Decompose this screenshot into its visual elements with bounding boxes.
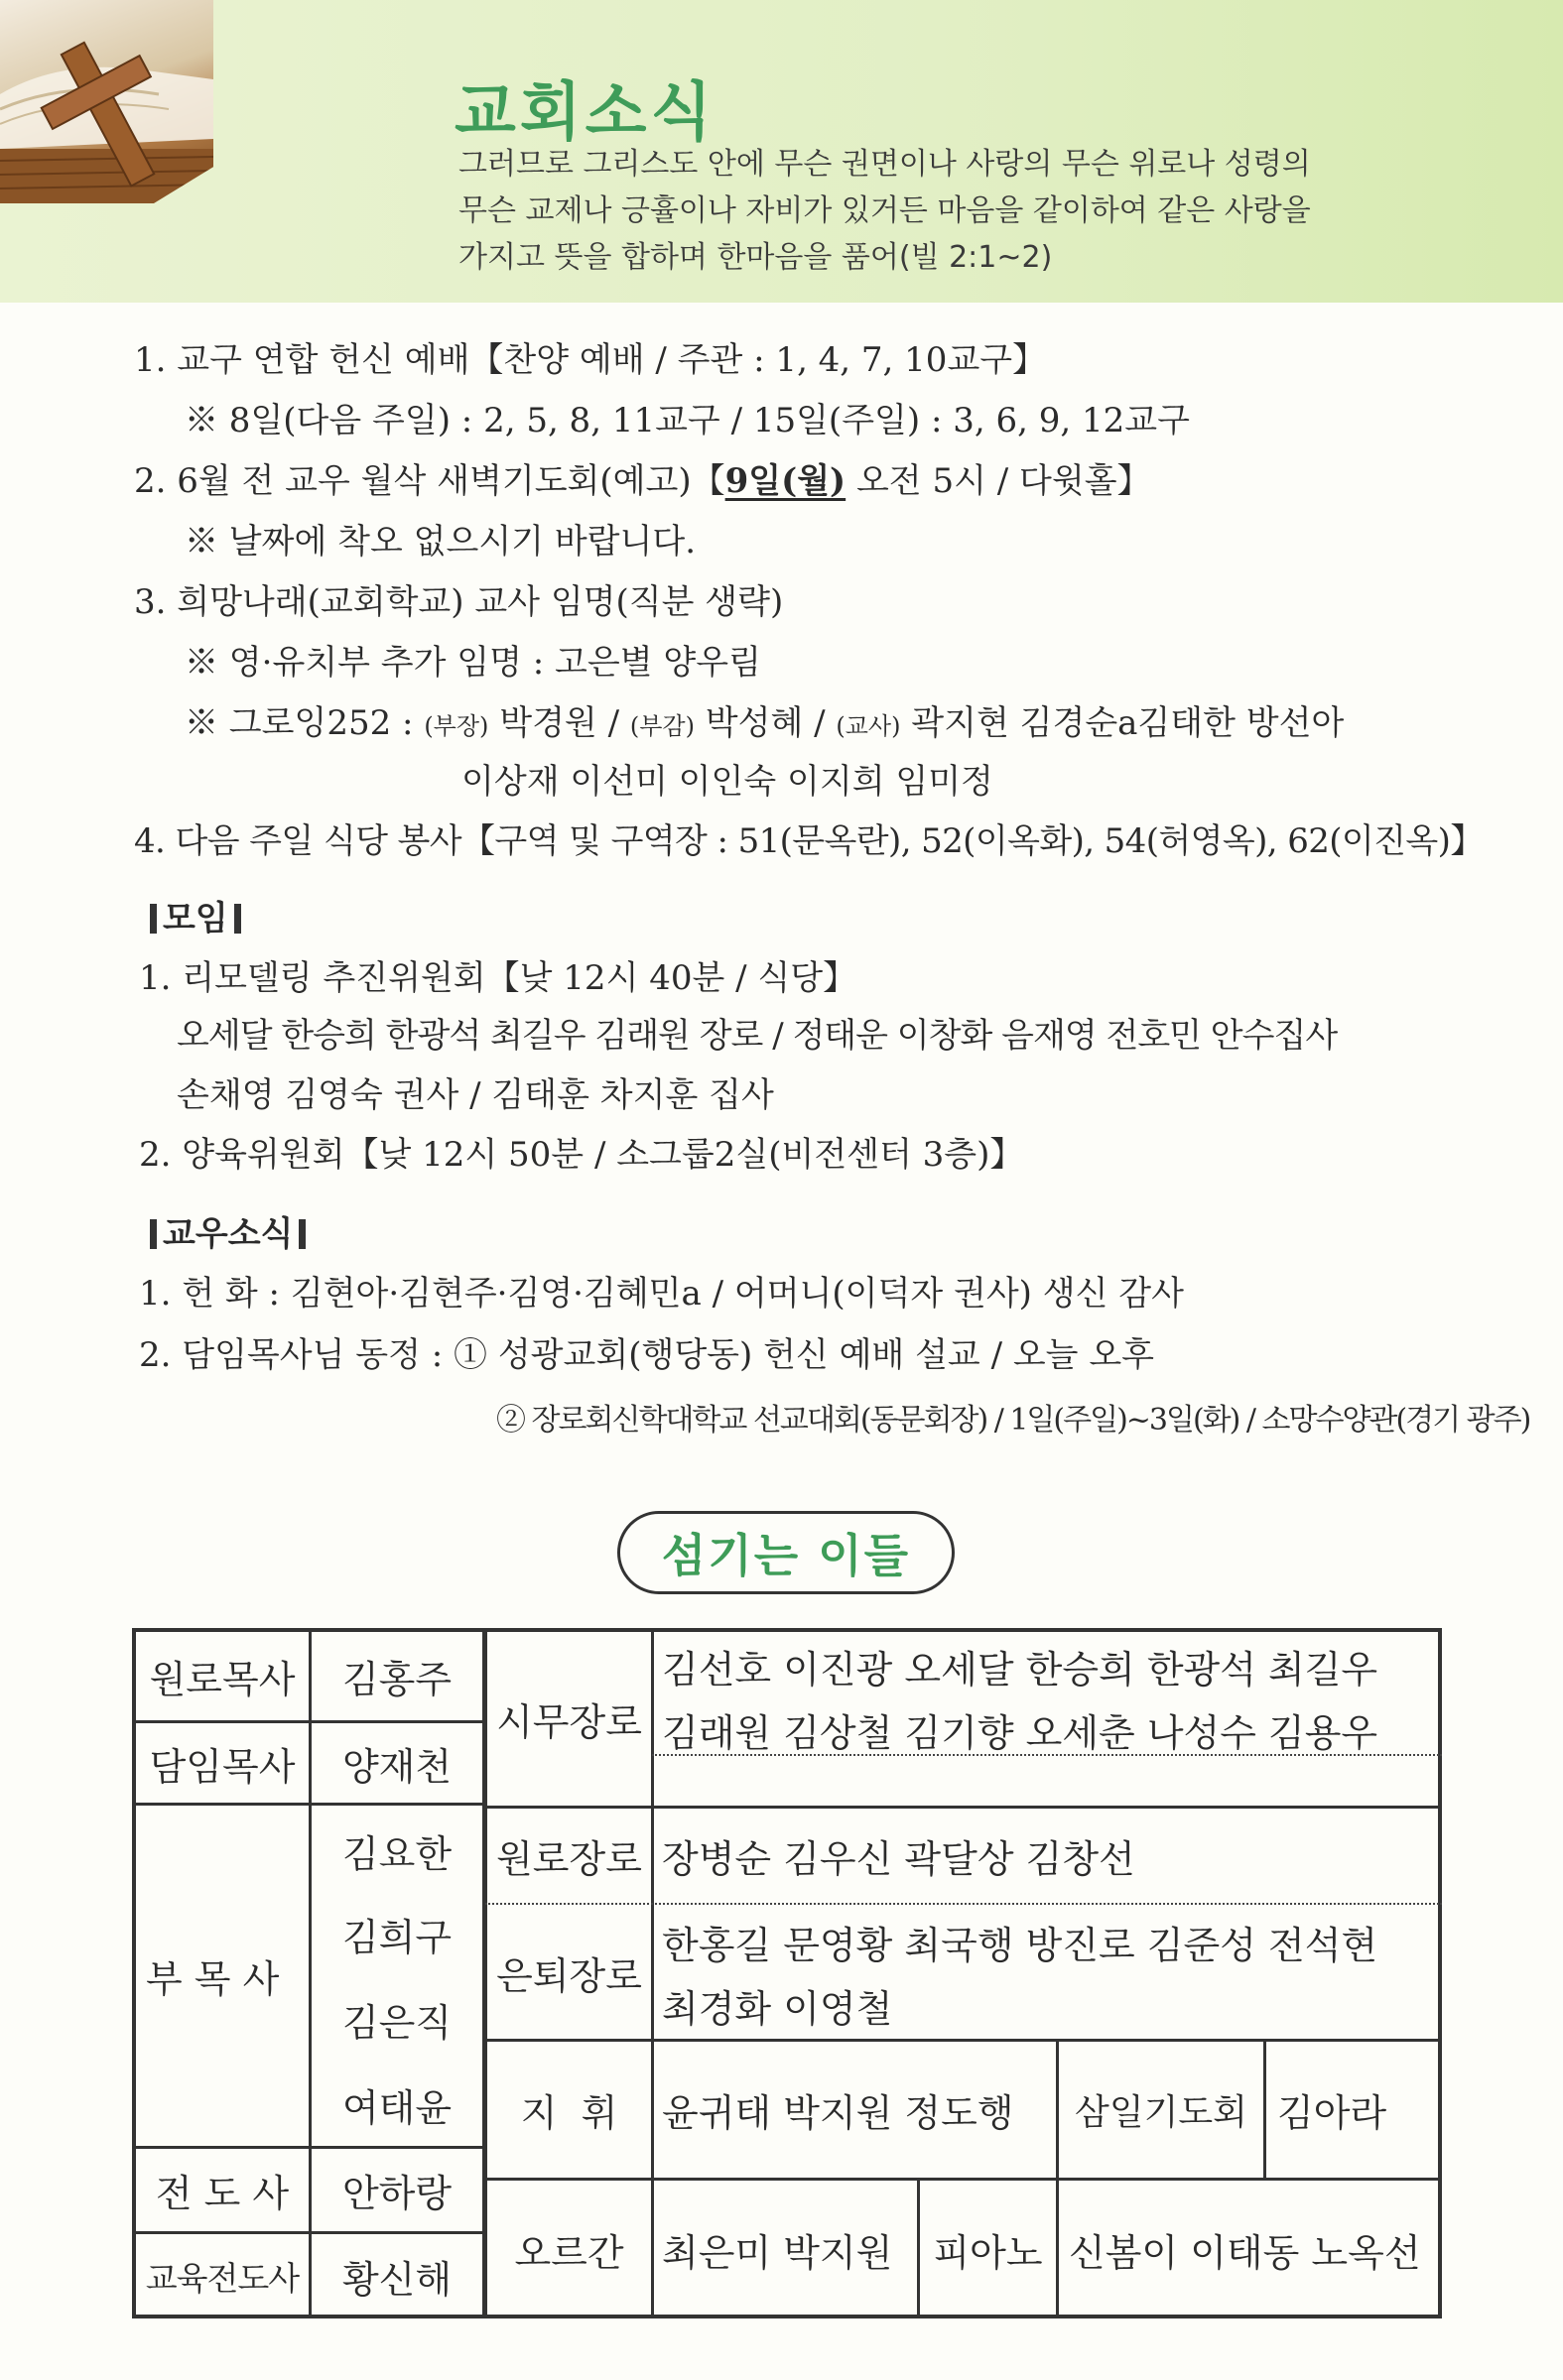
verse-line: 가지고 뜻을 합하며 한마음을 품어(빌 2:1~2)	[458, 240, 1053, 275]
members-news-item-2: 2. 담임목사님 동정 : ① 성광교회(행당동) 헌신 예배 설교 / 오늘 오후	[139, 1335, 1155, 1375]
news-item-3-note-1: ※ 영·유치부 추가 임명 : 고은별 양우림	[185, 643, 761, 683]
pianist-names: 신봄이 이태동 노옥선	[1069, 2231, 1421, 2275]
members-news-item-1: 1. 헌 화 : 김현아·김현주·김영·김혜민a / 어머니(이덕자 권사) 생신 감사	[139, 1274, 1184, 1314]
active-elders-row: 김래원 김상철 김기향 오세춘 나성수 김용우	[662, 1711, 1378, 1755]
news-item-4: 4. 다음 주일 식당 봉사【구역 및 구역장 : 51(문옥란), 52(이옥화), 54(허영옥), 62(이진옥)】	[134, 821, 1484, 861]
role-teacher: (교사)	[836, 712, 901, 740]
active-elders-row: 김선호 이진광 오세달 한승희 한광석 최길우	[662, 1648, 1378, 1691]
conductor-names: 윤귀태 박지원 정도행	[662, 2091, 1014, 2135]
senior-pastor-name: 양재천	[341, 1744, 453, 1789]
label-retired-elders: 은퇴장로	[496, 1953, 642, 1998]
label-wednesday-prayer: 삼일기도회	[1075, 2092, 1247, 2133]
meeting-item-1-line-2: 오세달 한승희 한광석 최길우 김래원 장로 / 정태운 이창화 음재영 전호민 안수집사	[177, 1016, 1338, 1056]
heading-bar	[150, 1219, 157, 1249]
role-head: (부장)	[424, 712, 489, 740]
news-item-3-note-2	[185, 695, 1344, 744]
members-news-item-2-cont: ② 장로회신학대학교 선교대회(동문회장) / 1일(주일)~3일(화) / 소망수양관(경기 광주)	[496, 1403, 1530, 1438]
label-conductor: 지 휘	[520, 2091, 618, 2135]
header-verse	[458, 141, 1471, 281]
news-item-2	[134, 453, 1151, 502]
heading-bar	[150, 904, 157, 934]
label-active-elders: 시무장로	[496, 1700, 642, 1744]
heading-bar	[234, 904, 241, 934]
associate-pastor-name: 김요한	[341, 1831, 453, 1876]
role-head-name: 박경원 /	[488, 703, 630, 743]
organist-names: 최은미 박지원	[662, 2231, 893, 2275]
role-deputy-name: 박성혜 /	[694, 703, 837, 743]
meeting-item-1-line-3: 손채영 김영숙 권사 / 김태훈 차지훈 집사	[177, 1075, 774, 1115]
news-item-2-rest: 오전 5시 / 다윗홀】	[846, 461, 1151, 501]
retired-elders-names	[662, 1908, 1442, 2039]
grid-line	[1263, 2039, 1266, 2178]
meetings-heading-text: 모임	[163, 899, 228, 939]
label-piano: 피아노	[933, 2231, 1043, 2275]
meetings-heading	[144, 891, 247, 939]
evangelist-name: 안하랑	[341, 2172, 453, 2215]
news-item-1: 1. 교구 연합 헌신 예배【찬양 예배 / 주관 : 1, 4, 7, 10교구】	[134, 340, 1047, 380]
label-senior-pastor: 담임목사	[149, 1744, 296, 1789]
label-organ: 오르간	[514, 2231, 624, 2275]
emeritus-pastor-name: 김홍주	[341, 1658, 453, 1701]
role-teacher-names: 곽지현 김경순a김태한 방선아	[900, 703, 1345, 743]
retired-elders-row: 한홍길 문영황 최국행 방진로 김준성 전석현	[662, 1924, 1378, 1967]
verse-line: 무슨 교제나 긍휼이나 자비가 있거든 마음을 같이하여 같은 사랑을	[458, 193, 1311, 228]
meeting-item-2: 2. 양육위원회【낮 12시 50분 / 소그룹2실(비전센터 3층)】	[139, 1135, 1024, 1175]
associate-pastor-name: 김은직	[341, 2000, 453, 2045]
wednesday-prayer-name: 김아라	[1277, 2091, 1387, 2135]
members-news-heading	[144, 1206, 312, 1255]
label-evangelist: 전 도 사	[155, 2172, 290, 2215]
servers-heading: 섬기는 이들	[617, 1511, 955, 1594]
heading-bar	[299, 1219, 306, 1249]
grid-dotted-line	[485, 1903, 1442, 1905]
edu-evangelist-name: 황신해	[341, 2258, 453, 2302]
label-associate-pastor: 부 목 사	[146, 1957, 280, 2001]
news-item-2-date: 9일(월)	[724, 461, 847, 501]
label-edu-evangelist: 교육전도사	[145, 2259, 300, 2298]
meeting-item-1: 1. 리모델링 추진위원회【낮 12시 40분 / 식당】	[139, 958, 857, 998]
verse-line: 그러므로 그리스도 안에 무슨 권면이나 사랑의 무슨 위로나 성령의	[458, 147, 1311, 182]
role-deputy: (부감)	[629, 712, 695, 740]
page-title: 교회소식	[455, 76, 716, 150]
label-emeritus-elders: 원로장로	[496, 1837, 642, 1881]
news-item-3-note-2-cont: 이상재 이선미 이인숙 이지희 임미정	[461, 762, 993, 802]
active-elders-names	[662, 1632, 1442, 1806]
news-item-3: 3. 희망나래(교회학교) 교사 임명(직분 생략)	[134, 582, 784, 622]
growing-label: ※ 그로잉252 :	[185, 703, 425, 743]
label-emeritus-pastor: 원로목사	[149, 1658, 296, 1701]
emeritus-elders-names: 장병순 김우신 곽달상 김창선	[662, 1837, 1135, 1881]
members-news-heading-text: 교우소식	[163, 1214, 294, 1254]
bible-cross-photo	[0, 0, 213, 203]
news-item-2-text: 2. 6월 전 교우 월삭 새벽기도회(예고)【	[134, 461, 725, 501]
associate-pastor-name: 김희구	[341, 1915, 453, 1959]
grid-line	[651, 1632, 654, 2318]
news-item-1-note: ※ 8일(다음 주일) : 2, 5, 8, 11교구 / 15일(주일) : 3, 6, 9, 12교구	[185, 401, 1190, 440]
associate-pastor-name: 여태윤	[341, 2085, 453, 2130]
retired-elders-row: 최경화 이영철	[662, 1987, 893, 2031]
news-item-2-note: ※ 날짜에 착오 없으시기 바랍니다.	[185, 522, 697, 562]
staff-table	[132, 1628, 1442, 2318]
